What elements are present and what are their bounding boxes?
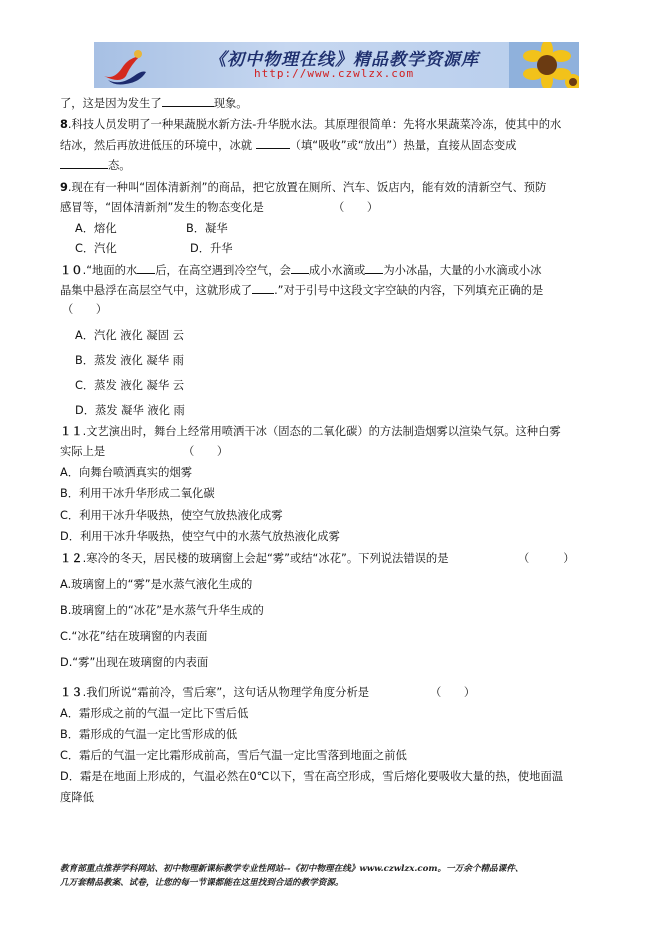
question-12-line1	[60, 551, 449, 567]
option-c: C．霜后的气温一定比霜形成前高，雪后气温一定比雪落到地面之前低	[60, 749, 407, 762]
line-q7-end	[60, 95, 248, 112]
footer-line: 教育部重点推荐学科网站、初中物理新课标教学专业性网站--《初中物理在线》www.czwlzx.com。一万余个精品课件、	[60, 864, 524, 874]
text: .我们所说“霜前冷，雪后寒”，这句话从物理学角度分析是	[82, 686, 370, 699]
answer-blank	[162, 95, 214, 107]
answer-blank	[291, 262, 309, 274]
option-a: A．熔化	[75, 222, 117, 235]
question-10-line1	[60, 262, 542, 279]
text: 实际上是	[60, 445, 106, 458]
option-a: A．向舞台喷洒真实的烟雾	[60, 466, 192, 479]
footer-line: 几万套精品教案、试卷，让您的每一节课都能在这里找到合适的教学资源。	[60, 878, 344, 888]
option-b: B．凝华	[186, 222, 228, 235]
question-number: 8	[60, 118, 68, 131]
answer-paren: （ ）	[333, 201, 379, 214]
answer-blank	[60, 157, 108, 169]
option-d: D.“雾”出现在玻璃窗的内表面	[60, 656, 209, 669]
answer-paren: （ ）	[62, 303, 108, 316]
question-8-line1	[60, 117, 561, 133]
text: 后，在高空遇到冷空气，会	[155, 264, 291, 277]
question-9-line2	[60, 200, 264, 216]
text: 感冒等，“固体清新剂”发生的物态变化是	[60, 201, 264, 214]
banner-url: http://www.czwlzx.com	[254, 67, 415, 80]
text: 晶集中悬浮在高层空气中，这就形成了	[60, 284, 253, 297]
text: .现在有一种叫“固体清新剂”的商品，把它放置在厕所、汽车、饭店内，能有效的清新空气、预防	[67, 181, 547, 194]
option-a: A.玻璃窗上的“雾”是水蒸气液化生成的	[60, 578, 253, 591]
answer-paren: （ ）	[518, 552, 575, 565]
option-a: A．霜形成之前的气温一定比下雪后低	[60, 707, 249, 720]
text: .“地面的水	[82, 264, 138, 277]
option-d: D．蒸发 凝华 液化 雨	[75, 404, 185, 417]
text: 现象。	[213, 97, 248, 110]
header-banner	[94, 42, 579, 88]
option-b: B．蒸发 液化 凝华 雨	[75, 354, 184, 367]
answer-blank	[252, 282, 274, 294]
text: .寒冷的冬天，居民楼的玻璃窗上会起“雾”或结“冰花”。下列说法错误的是	[82, 552, 449, 565]
question-9-line1	[60, 180, 546, 196]
answer-blank	[256, 137, 290, 149]
option-c: C.“冰花”结在玻璃窗的内表面	[60, 630, 208, 643]
option-b: B.玻璃窗上的“冰花”是水蒸气升华生成的	[60, 604, 264, 617]
page-footer	[60, 862, 523, 890]
text: 为小冰晶，大量的小水滴或小冰	[383, 264, 542, 277]
option-b: B．霜形成的气温一定比雪形成的低	[60, 728, 238, 741]
text: 了，这是因为发生了	[60, 97, 162, 110]
question-number: １２	[60, 552, 83, 565]
question-11-line2	[60, 444, 105, 460]
option-c: C．汽化	[75, 242, 117, 255]
question-number: １１	[60, 425, 83, 438]
option-d: D．利用干冰升华吸热，使空气中的水蒸气放热液化成雾	[60, 530, 340, 543]
banner-title: 《初中物理在线》精品教学资源库	[209, 50, 479, 70]
text: .文艺演出时，舞台上经常用喷洒干冰（固态的二氧化碳）的方法制造烟雾以渲染气氛。这种白雾	[82, 425, 561, 438]
question-8-line2	[60, 137, 516, 154]
question-10-line2	[60, 282, 543, 299]
sunflower-icon	[509, 42, 579, 88]
option-b: B．利用干冰升华形成二氧化碳	[60, 487, 215, 500]
option-d: D．霜是在地面上形成的，气温必然在0℃以下，雪在高空形成，雪后熔化要吸收大量的热，使地面温	[60, 770, 564, 783]
answer-blank	[365, 262, 383, 274]
question-number: １３	[60, 686, 83, 699]
option-d-continued: 度降低	[60, 791, 94, 804]
option-d: D．升华	[190, 242, 233, 255]
option-c: C．利用干冰升华吸热，使空气放热液化成雾	[60, 509, 283, 522]
text: 态。	[108, 159, 131, 172]
option-a: A．汽化 液化 凝固 云	[75, 329, 184, 342]
text: （填“吸收”或“放出”）热量，直接从固态变成	[289, 139, 517, 152]
question-11-line1	[60, 424, 561, 440]
text: 结冰，然后再放进低压的环境中，冰就	[60, 139, 253, 152]
answer-paren: （ ）	[430, 686, 476, 699]
question-number: 9	[60, 181, 68, 194]
answer-paren: （ ）	[183, 445, 229, 458]
site-logo-icon	[100, 46, 148, 86]
question-8-line3	[60, 157, 131, 174]
answer-blank	[137, 262, 155, 274]
text: .科技人员发明了一种果蔬脱水新方法-升华脱水法。其原理很简单：先将水果蔬菜冷冻，使其中的水	[67, 118, 562, 131]
question-number: １０	[60, 264, 83, 277]
question-13-line1	[60, 685, 369, 701]
option-c: C．蒸发 液化 凝华 云	[75, 379, 185, 392]
text: .”对于引号中这段文字空缺的内容，下列填充正确的是	[274, 284, 544, 297]
text: 成小水滴或	[308, 264, 366, 277]
